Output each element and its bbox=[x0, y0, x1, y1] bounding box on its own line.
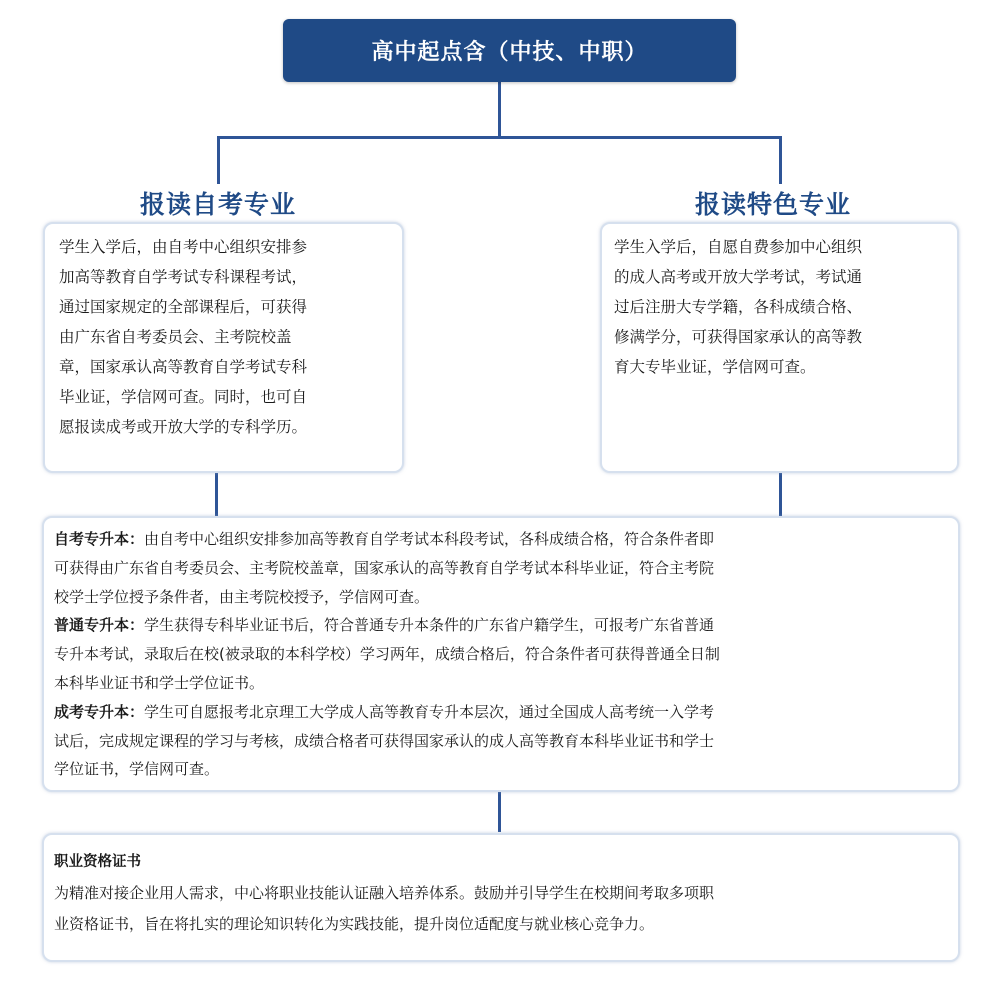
text-line: 试后，完成规定课程的学习与考核，成绩合格者可获得国家承认的成人高等教育本科毕业证书和学士 bbox=[54, 731, 715, 750]
special-major-text bbox=[614, 232, 862, 382]
connector-left-down bbox=[217, 136, 220, 184]
text-line: 过后注册大专学籍，各科成绩合格、 bbox=[614, 298, 863, 316]
certificate-text bbox=[54, 847, 714, 940]
text-line: 学位证书，学信网可查。 bbox=[54, 760, 220, 779]
upgrade-text bbox=[54, 525, 720, 784]
text-line: 愿报读成考或开放大学的专科学历。 bbox=[59, 418, 308, 436]
self-study-heading: 报读自考专业 bbox=[140, 190, 297, 219]
connector-right-to-upgrade bbox=[779, 472, 782, 518]
text-line: 章，国家承认高等教育自学考试专科 bbox=[59, 358, 308, 376]
self-study-text bbox=[59, 232, 307, 442]
upgrade-label: 成考专升本： bbox=[54, 702, 145, 721]
text-line: 为精准对接企业用人需求，中心将职业技能认证融入培养体系。鼓励并引导学生在校期间考取多项职 bbox=[54, 884, 715, 902]
text-line: 育大专毕业证，学信网可查。 bbox=[614, 358, 816, 376]
upgrade-box bbox=[42, 516, 960, 792]
text-line: 加高等教育自学考试专科课程考试， bbox=[59, 268, 308, 286]
text-line: 的成人高考或开放大学考试，考试通 bbox=[614, 268, 863, 286]
upgrade-label: 普通专升本： bbox=[54, 616, 145, 635]
connector-horizontal-branch bbox=[217, 136, 782, 139]
special-major-heading: 报读特色专业 bbox=[695, 190, 852, 219]
start-level-title: 高中起点含（中技、中职） bbox=[371, 40, 648, 65]
self-study-box bbox=[43, 222, 404, 473]
upgrade-item-adult-exam bbox=[54, 698, 720, 784]
certificate-box bbox=[42, 833, 960, 962]
text-line: 自考专升本：由自考中心组织安排参加高等教育自学考试本科段考试，各科成绩合格，符合条件者即 bbox=[54, 530, 715, 548]
upgrade-item-self-study bbox=[54, 525, 720, 611]
text-line: 成考专升本：学生可自愿报考北京理工大学成人高等教育专升本层次，通过全国成人高考统一入学考 bbox=[54, 702, 715, 721]
connector-upgrade-to-cert bbox=[498, 792, 501, 832]
start-level-box bbox=[283, 19, 736, 82]
connector-left-to-upgrade bbox=[215, 472, 218, 518]
upgrade-label: 自考专升本： bbox=[54, 530, 145, 548]
text-line: 可获得由广东省自考委员会、主考院校盖章，国家承认的高等教育自学考试本科毕业证，符合主考院 bbox=[54, 558, 715, 577]
text-line: 通过国家规定的全部课程后，可获得 bbox=[59, 298, 308, 316]
text-line: 专升本考试，录取后在校(被录取的本科学校）学习两年，成绩合格后，符合条件者可获得普通全日制 bbox=[54, 645, 720, 664]
certificate-title: 职业资格证书 bbox=[54, 854, 141, 870]
connector-top-vertical bbox=[498, 82, 501, 138]
text-line: 本科毕业证书和学士学位证书。 bbox=[54, 673, 265, 692]
text-line: 校学士学位授予条件者，由主考院校授予，学信网可查。 bbox=[54, 587, 430, 606]
text-line: 学生入学后，由自考中心组织安排参 bbox=[59, 238, 308, 256]
text-line: 修满学分，可获得国家承认的高等教 bbox=[614, 328, 863, 346]
special-major-box bbox=[600, 222, 959, 473]
text-line: 普通专升本：学生获得专科毕业证书后，符合普通专升本条件的广东省户籍学生，可报考广东省普通 bbox=[54, 616, 715, 635]
text-line: 学生入学后，自愿自费参加中心组织 bbox=[614, 238, 863, 256]
text-line: 业资格证书，旨在将扎实的理论知识转化为实践技能，提升岗位适配度与就业核心竞争力。 bbox=[54, 915, 655, 933]
upgrade-item-regular bbox=[54, 611, 720, 697]
text-line: 由广东省自考委员会、主考院校盖 bbox=[59, 328, 292, 346]
text-line: 毕业证，学信网可查。同时，也可自 bbox=[59, 388, 308, 406]
connector-right-down bbox=[779, 136, 782, 184]
